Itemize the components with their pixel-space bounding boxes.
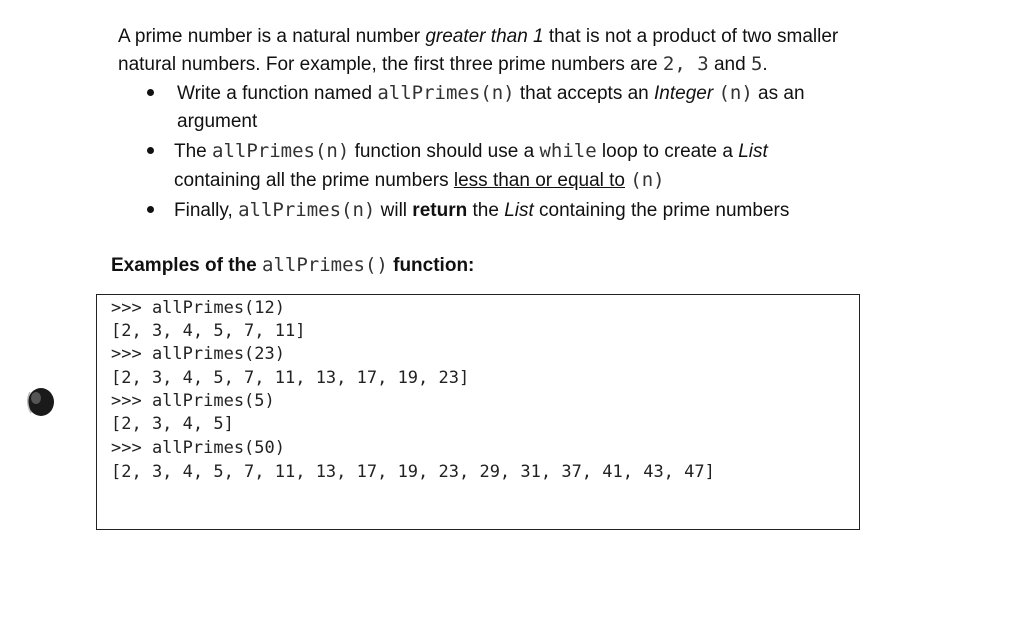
bullet-text: argument xyxy=(177,111,258,132)
bullet-text: the xyxy=(467,200,505,221)
bullet-text: function should use a xyxy=(349,141,540,162)
code-line: >>> allPrimes(12) xyxy=(111,298,285,318)
code-line: [2, 3, 4, 5, 7, 11] xyxy=(111,321,306,341)
intro-line-2 xyxy=(118,52,768,77)
bullet-dot xyxy=(147,89,154,96)
bullet-text: containing all the prime numbers xyxy=(174,170,454,191)
bullet-text: Write a function named xyxy=(177,83,378,104)
bullet-dot xyxy=(147,147,154,154)
bullet-1-line-2 xyxy=(177,110,257,134)
bullet-emphasis: Integer xyxy=(654,83,714,104)
bullet-text: loop to create a xyxy=(596,141,739,162)
intro-code: 5 xyxy=(750,53,763,75)
bullet-text: Finally, xyxy=(174,200,239,221)
heading-text: Examples of the xyxy=(111,255,262,276)
bullet-code: allPrimes(n) xyxy=(377,82,515,104)
intro-line-1 xyxy=(118,25,838,49)
intro-code: 2, 3 xyxy=(662,53,709,75)
bullet-underlined-text: less than or equal to xyxy=(453,170,625,191)
bullet-code: (n) xyxy=(630,169,665,191)
bullet-text: containing the prime numbers xyxy=(533,200,790,221)
bullet-dot xyxy=(147,206,154,213)
intro-text: that is not a product of two smaller xyxy=(543,26,839,47)
bullet-2-line-2 xyxy=(174,168,665,193)
intro-text: and xyxy=(708,54,751,75)
bullet-text: that accepts an xyxy=(514,83,655,104)
code-line: >>> allPrimes(23) xyxy=(111,344,285,364)
intro-text: . xyxy=(762,54,768,75)
bullet-text: as an xyxy=(752,83,805,104)
bullet-emphasis: List xyxy=(738,141,768,162)
bullet-emphasis: List xyxy=(504,200,534,221)
bullet-code: (n) xyxy=(718,82,753,104)
code-line: >>> allPrimes(5) xyxy=(111,391,275,411)
heading-text: function: xyxy=(387,255,475,276)
code-line: [2, 3, 4, 5, 7, 11, 13, 17, 19, 23, 29, 31, 37, 41, 43, 47] xyxy=(111,462,715,482)
code-line: [2, 3, 4, 5, 7, 11, 13, 17, 19, 23] xyxy=(111,368,470,388)
examples-heading xyxy=(111,253,474,278)
bullet-text: The xyxy=(174,141,213,162)
punch-hole-icon xyxy=(22,384,56,420)
intro-emphasis: greater than 1 xyxy=(425,26,544,47)
bullet-2-line-1 xyxy=(174,139,768,164)
code-example-box xyxy=(96,294,860,530)
intro-text: A prime number is a natural number xyxy=(118,26,426,47)
heading-code: allPrimes() xyxy=(262,254,388,276)
bullet-strong: return xyxy=(412,200,468,221)
bullet-code: allPrimes(n) xyxy=(238,199,376,221)
bullet-3-line-1 xyxy=(174,198,789,223)
bullet-code: allPrimes(n) xyxy=(212,140,350,162)
intro-text: natural numbers. For example, the first three prime numbers are xyxy=(118,54,663,75)
bullet-code: while xyxy=(539,140,597,162)
code-line: >>> allPrimes(50) xyxy=(111,438,285,458)
code-line: [2, 3, 4, 5] xyxy=(111,414,234,434)
bullet-text: will xyxy=(375,200,413,221)
bullet-1-line-1 xyxy=(177,81,805,106)
